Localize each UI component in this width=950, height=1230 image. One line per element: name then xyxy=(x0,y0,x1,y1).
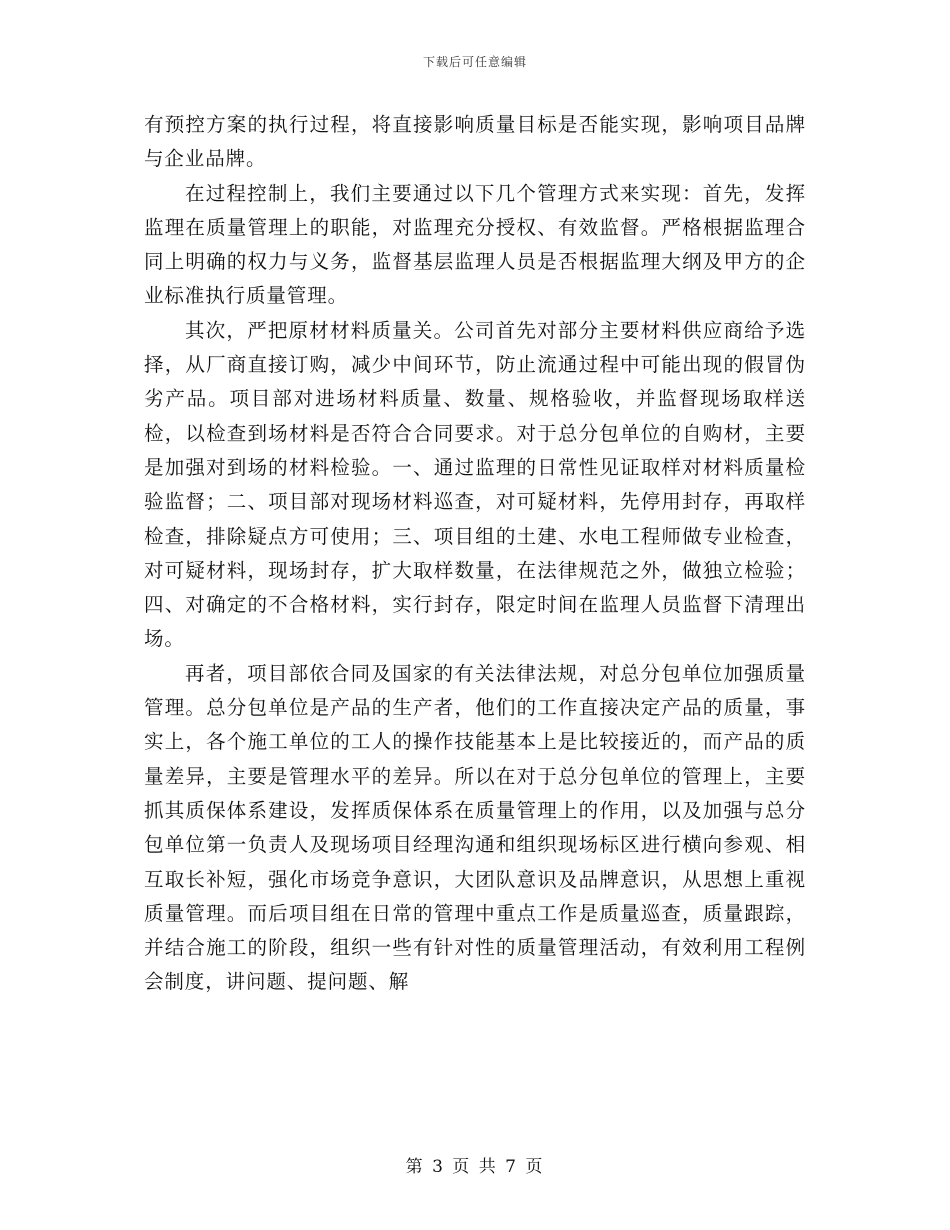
paragraph-2: 在过程控制上，我们主要通过以下几个管理方式来实现：首先，发挥监理在质量管理上的职能，对监理充分授权、有效监督。严格根据监理合同上明确的权力与义务，监督基层监理人员是否根据监理大纲及甲方的企业标准执行质量管理。 xyxy=(144,181,806,308)
paragraph-1: 有预控方案的执行过程，将直接影响质量目标是否能实现，影响项目品牌与企业品牌。 xyxy=(144,113,806,171)
body-text xyxy=(144,108,806,1000)
page-footer: 第 3 页 共 7 页 xyxy=(405,1157,545,1177)
paragraph-3: 其次，严把原材材料质量关。公司首先对部分主要材料供应商给予选择，从厂商直接订购，减少中间环节，防止流通过程中可能出现的假冒伪劣产品。项目部对进场材料质量、数量、规格验收，并监督现场取样送检，以检查到场材料是否符合合同要求。对于总分包单位的自购材，主要是加强对到场的材料检验。一、通过监理的日常性见证取样对材料质量检验监督；二、项目部对现场材料巡查，对可疑材料，先停用封存，再取样检查，排除疑点方可使用；三、项目组的土建、水电工程师做专业检查，对可疑材料，现场封存，扩大取样数量，在法律规范之外，做独立检验；四、对确定的不合格材料，实行封存，限定时间在监理人员监督下清理出场。 xyxy=(144,318,806,651)
page-header: 下载后可任意编辑 xyxy=(422,55,527,69)
paragraph-4: 再者，项目部依合同及国家的有关法律法规，对总分包单位加强质量管理。总分包单位是产品的生产者，他们的工作直接决定产品的质量，事实上，各个施工单位的工人的操作技能基本上是比较接近的，而产品的质量差异，主要是管理水平的差异。所以在对于总分包单位的管理上，主要抓其质保体系建设，发挥质保体系在质量管理上的作用，以及加强与总分包单位第一负责人及现场项目经理沟通和组织现场标区进行横向参观、相互取长补短，强化市场竞争意识，大团队意识及品牌意识，从思想上重视质量管理。而后项目组在日常的管理中重点工作是质量巡查，质量跟踪，并结合施工的阶段，组织一些有针对性的质量管理活动，有效利用工程例会制度，讲问题、提问题、解 xyxy=(144,661,806,994)
